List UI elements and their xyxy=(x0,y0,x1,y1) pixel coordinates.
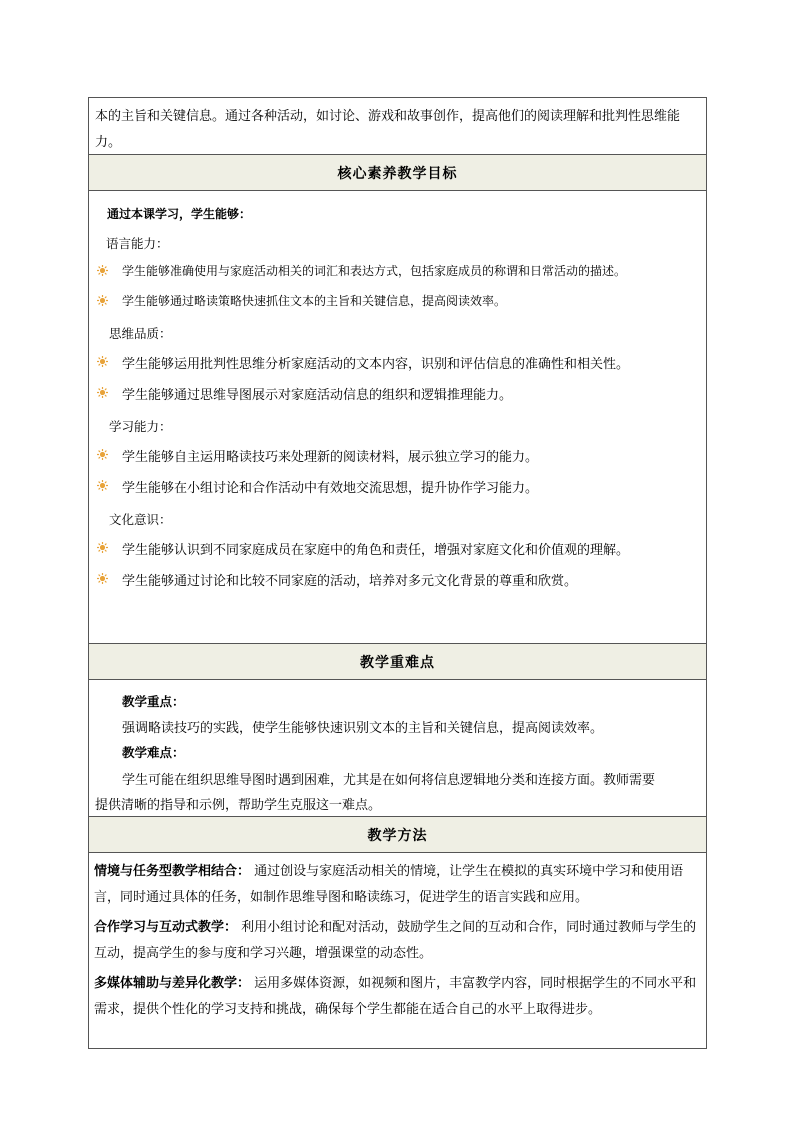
section-title-thinking: 思维品质： xyxy=(109,326,172,341)
focus-label: 教学重点： xyxy=(122,694,185,709)
method-text: 利用小组讨论和配对活动，鼓励学生之间的互动和合作，同时通过教师与学生的互动，提高学生的参与度和学习兴趣，增强课堂的动态性。 xyxy=(94,920,697,961)
goal-item: 学生能够认识到不同家庭成员在家庭中的角色和责任，增强对家庭文化和价值观的理解。 xyxy=(122,543,630,558)
goal-item: 学生能够准确使用与家庭活动相关的词汇和表达方式，包括家庭成员的称谓和日常活动的描述。 xyxy=(122,264,627,278)
goal-item: 学生能够通过略读策略快速抓住文本的主旨和关键信息，提高阅读效率。 xyxy=(122,294,507,308)
sun-bullet-icon xyxy=(97,295,108,306)
section-title-learning: 学习能力： xyxy=(109,419,172,434)
method-label: 多媒体辅助与差异化教学： xyxy=(94,976,251,991)
sun-bullet-icon xyxy=(97,542,108,553)
section-title-culture: 文化意识： xyxy=(109,512,172,527)
goal-item: 学生能够自主运用略读技巧来处理新的阅读材料，展示独立学习的能力。 xyxy=(122,450,539,465)
intro-paragraph: 本的主旨和关键信息。通过各种活动，如讨论、游戏和故事创作，提高他们的阅读理解和批判性思维能力。 xyxy=(89,98,706,155)
goals-section xyxy=(89,191,706,644)
sun-bullet-icon xyxy=(97,573,108,584)
difficulty-label: 教学难点： xyxy=(122,745,185,760)
key-points-header: 教学重难点 xyxy=(89,644,706,680)
method-item xyxy=(94,971,698,1023)
difficulty-text-cont: 提供清晰的指导和示例，帮助学生克服这一难点。 xyxy=(95,798,382,813)
goals-header: 核心素养教学目标 xyxy=(89,155,706,191)
goals-lead: 通过本课学习，学生能够： xyxy=(107,207,252,221)
goal-item: 学生能够运用批判性思维分析家庭活动的文本内容，识别和评估信息的准确性和相关性。 xyxy=(122,357,630,372)
sun-bullet-icon xyxy=(97,480,108,491)
focus-text: 强调略读技巧的实践，使学生能够快速识别文本的主旨和关键信息，提高阅读效率。 xyxy=(122,721,604,736)
lesson-plan-table xyxy=(88,97,707,1049)
method-label: 合作学习与互动式教学： xyxy=(94,920,238,935)
method-item xyxy=(94,915,698,967)
method-label: 情境与任务型教学相结合： xyxy=(94,864,251,879)
methods-section xyxy=(89,853,706,1048)
key-points-section xyxy=(89,680,706,817)
difficulty-text: 学生可能在组织思维导图时遇到困难，尤其是在如何将信息逻辑地分类和连接方面。教师需要 xyxy=(122,773,656,788)
sun-bullet-icon xyxy=(97,265,108,276)
method-text: 运用多媒体资源，如视频和图片，丰富教学内容，同时根据学生的不同水平和需求，提供个性化的学习支持和挑战，确保每个学生都能在适合自己的水平上取得进步。 xyxy=(94,976,697,1017)
sun-bullet-icon xyxy=(97,449,108,460)
goal-item: 学生能够通过讨论和比较不同家庭的活动，培养对多元文化背景的尊重和欣赏。 xyxy=(122,574,578,589)
method-item xyxy=(94,859,698,911)
sun-bullet-icon xyxy=(97,356,108,367)
goal-item: 学生能够在小组讨论和合作活动中有效地交流思想，提升协作学习能力。 xyxy=(122,481,539,496)
methods-header: 教学方法 xyxy=(89,817,706,853)
method-text: 通过创设与家庭活动相关的情境，让学生在模拟的真实环境中学习和使用语言，同时通过具体的任务，如制作思维导图和略读练习，促进学生的语言实践和应用。 xyxy=(94,864,684,905)
sun-bullet-icon xyxy=(97,387,108,398)
goal-item: 学生能够通过思维导图展示对家庭活动信息的组织和逻辑推理能力。 xyxy=(122,388,513,403)
section-title-language: 语言能力： xyxy=(106,236,169,251)
